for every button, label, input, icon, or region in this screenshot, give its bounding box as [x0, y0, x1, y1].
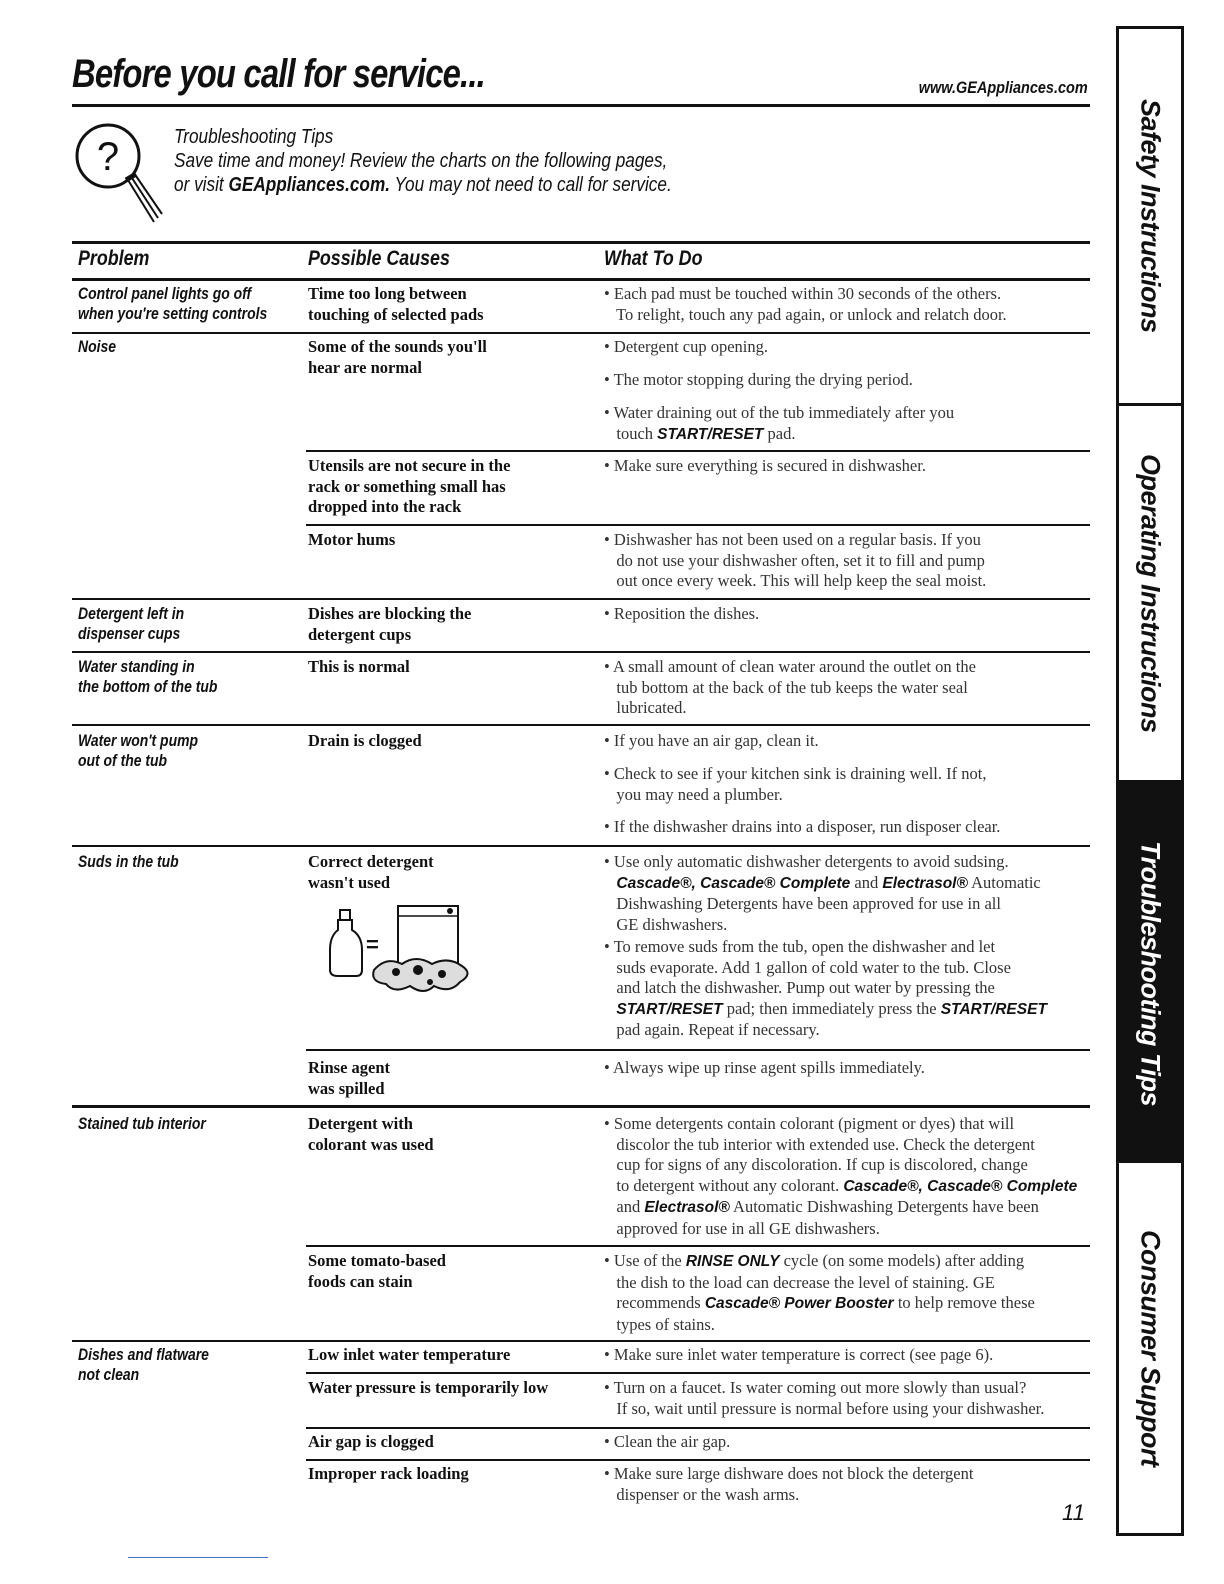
todo-small-amount: • A small amount of clean water around the outlet on the tub bottom at the back of the tub keeps the water seal lubricated. — [604, 657, 976, 717]
cause-normal-sounds: Some of the sounds you'll hear are normal — [308, 337, 487, 377]
tab-operating-instructions[interactable]: Operating Instructions — [1135, 453, 1166, 733]
section-sidebar — [1116, 26, 1184, 1536]
cause-utensils: Utensils are not secure in the rack or something small has dropped into the rack — [308, 456, 511, 516]
problem-water-standing: Water standing in the bottom of the tub — [78, 657, 218, 696]
todo-check-sink: • Check to see if your kitchen sink is draining well. If not, you may need a plumber. — [604, 764, 987, 804]
todo-clean-air-gap: • Clean the air gap. — [604, 1432, 731, 1451]
row-rule — [72, 1340, 1090, 1342]
row-rule — [306, 1459, 1090, 1461]
problem-control-panel: Control panel lights go off when you're setting controls — [78, 284, 268, 323]
problem-wont-pump: Water won't pump out of the tub — [78, 731, 199, 770]
todo-inlet-temp: • Make sure inlet water temperature is correct (see page 6). — [604, 1345, 994, 1364]
row-rule — [72, 1105, 1090, 1108]
col-header-problem: Problem — [78, 247, 150, 270]
tips-line-3: or visit GEAppliances.com. You may not need to call for service. — [174, 174, 672, 196]
page-number: 11 — [1062, 1500, 1085, 1525]
row-rule — [72, 651, 1090, 653]
row-rule — [306, 1427, 1090, 1429]
row-rule — [306, 450, 1090, 452]
header-rule — [72, 278, 1090, 281]
cause-water-pressure: Water pressure is temporarily low — [308, 1378, 549, 1397]
tab-safety-instructions[interactable]: Safety Instructions — [1135, 99, 1166, 333]
todo-wipe-rinse: • Always wipe up rinse agent spills immediately. — [604, 1058, 925, 1077]
todo-each-pad: • Each pad must be touched within 30 seconds of the others. To relight, touch any pad again, or unlock and relatch door. — [604, 284, 1007, 324]
col-header-causes: Possible Causes — [308, 247, 450, 270]
cause-motor-hums: Motor hums — [308, 530, 396, 549]
cause-tomato: Some tomato-based foods can stain — [308, 1251, 446, 1291]
page-title: Before you call for service... — [72, 52, 485, 96]
row-rule — [72, 598, 1090, 600]
todo-remove-suds: • To remove suds from the tub, open the dishwasher and let suds evaporate. Add 1 gallon of cold water to the tub. Close and latch the dishwasher. Pump out water by pressing the START/RESET pad; then immediately press the START/RESET pad again. Repeat if necessary. — [604, 937, 1047, 1039]
question-icon — [70, 118, 170, 228]
cause-drain-clogged: Drain is clogged — [308, 731, 422, 750]
row-rule — [72, 845, 1090, 847]
detergent-suds-illustration — [326, 900, 476, 1000]
todo-regular-basis: • Dishwasher has not been used on a regular basis. If you do not use your dishwasher often, set it to fill and pump out once every week. This will help keep the seal moist. — [604, 530, 987, 590]
problem-stained-tub: Stained tub interior — [78, 1114, 206, 1133]
cause-rack-loading: Improper rack loading — [308, 1464, 469, 1483]
row-rule — [306, 1372, 1090, 1374]
table-top-rule — [72, 241, 1090, 244]
row-rule — [72, 332, 1090, 334]
todo-disposer: • If the dishwasher drains into a disposer, run disposer clear. — [604, 817, 1001, 836]
todo-secure: • Make sure everything is secured in dishwasher. — [604, 456, 926, 475]
svg-text:=: = — [366, 932, 379, 957]
cause-rinse-agent: Rinse agent was spilled — [308, 1058, 391, 1098]
cause-time-too-long: Time too long between touching of selected pads — [308, 284, 484, 324]
site-url[interactable]: www.GEAppliances.com — [919, 78, 1088, 97]
todo-use-only-automatic: • Use only automatic dishwasher detergents to avoid sudsing. Cascade®, Cascade® Complete and Electrasol® Automatic Dishwashing Detergents have been approved for use in all GE dishwashers. — [604, 852, 1041, 934]
todo-reposition: • Reposition the dishes. — [604, 604, 760, 623]
svg-text:?: ? — [96, 135, 120, 179]
todo-colorant: • Some detergents contain colorant (pigment or dyes) that will discolor the tub interior with extended use. Check the detergent cup for signs of any discoloration. If cup is discolored, change to detergent without any colorant. Cascade®, Cascade® Complete and Electrasol® Automatic Dishwashing Detergents have been approved for use in all GE dishwashers. — [604, 1114, 1078, 1238]
problem-noise: Noise — [78, 337, 116, 356]
title-rule — [72, 104, 1090, 107]
row-rule — [306, 1049, 1090, 1051]
todo-large-dishware: • Make sure large dishware does not block the detergent dispenser or the wash arms. — [604, 1464, 974, 1504]
row-rule — [72, 724, 1090, 726]
cause-air-gap-clogged: Air gap is clogged — [308, 1432, 434, 1451]
row-rule — [306, 1245, 1090, 1247]
todo-detergent-cup: • Detergent cup opening. — [604, 337, 769, 356]
bottom-link-underline — [128, 1557, 268, 1558]
problem-detergent-left: Detergent left in dispenser cups — [78, 604, 185, 643]
todo-water-draining: • Water draining out of the tub immediately after you touch START/RESET pad. — [604, 403, 955, 443]
problem-suds: Suds in the tub — [78, 852, 179, 871]
col-header-todo: What To Do — [604, 247, 703, 270]
problem-dishes-not-clean: Dishes and flatware not clean — [78, 1345, 209, 1384]
cause-low-temp: Low inlet water temperature — [308, 1345, 511, 1364]
tips-heading: Troubleshooting Tips — [174, 126, 334, 148]
cause-this-is-normal: This is normal — [308, 657, 410, 676]
todo-rinse-only: • Use of the RINSE ONLY cycle (on some models) after adding the dish to the load can decrease the level of staining. GE recommends Cascade® Power Booster to help remove these types of stains. — [604, 1251, 1035, 1334]
todo-motor-stopping: • The motor stopping during the drying period. — [604, 370, 913, 389]
row-rule — [306, 524, 1090, 526]
todo-air-gap: • If you have an air gap, clean it. — [604, 731, 819, 750]
tab-troubleshooting-tips[interactable]: Troubleshooting Tips — [1119, 783, 1181, 1163]
cause-colorant: Detergent with colorant was used — [308, 1114, 434, 1154]
tips-line-2: Save time and money! Review the charts on the following pages, — [174, 150, 668, 172]
ge-link[interactable]: GEAppliances.com. — [228, 174, 391, 196]
tab-consumer-support[interactable]: Consumer Support — [1135, 1229, 1166, 1467]
cause-dishes-blocking: Dishes are blocking the detergent cups — [308, 604, 472, 644]
cause-correct-detergent: Correct detergent wasn't used — [308, 852, 434, 892]
todo-faucet: • Turn on a faucet. Is water coming out more slowly than usual? If so, wait until pressure is normal before using your dishwasher. — [604, 1378, 1045, 1418]
